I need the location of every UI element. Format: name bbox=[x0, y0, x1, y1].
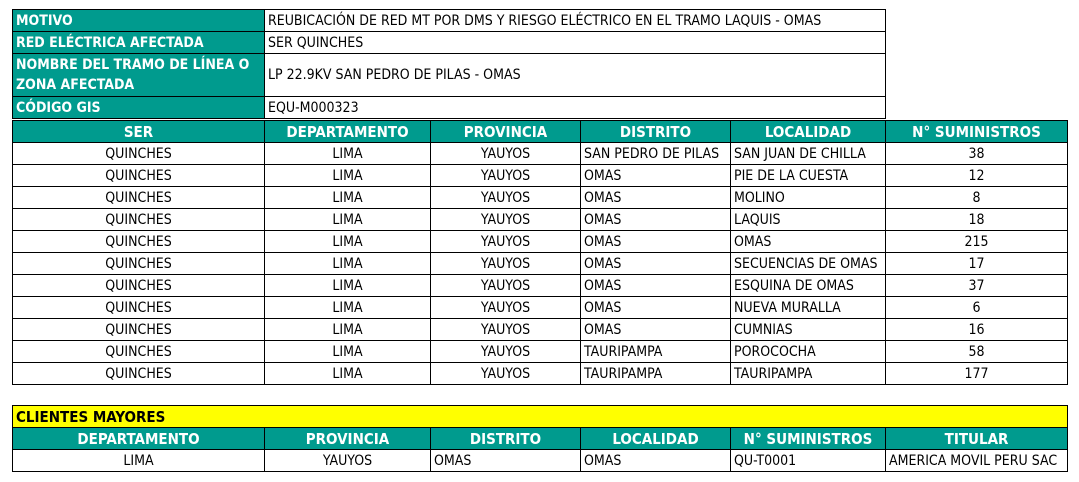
table-row bbox=[13, 319, 1068, 341]
clients-header-distrito: DISTRITO bbox=[431, 428, 581, 450]
cell-departamento: LIMA bbox=[265, 231, 431, 253]
header-departamento: DEPARTAMENTO bbox=[265, 121, 431, 143]
cell-departamento: LIMA bbox=[265, 187, 431, 209]
cell-localidad: POROCOCHA bbox=[731, 341, 886, 363]
cell-departamento: LIMA bbox=[265, 165, 431, 187]
cell-distrito: OMAS bbox=[581, 275, 731, 297]
cell-ser: QUINCHES bbox=[13, 275, 265, 297]
cell-suministros: 6 bbox=[886, 297, 1068, 319]
cell-localidad: CUMNIAS bbox=[731, 319, 886, 341]
clients-header-provincia: PROVINCIA bbox=[265, 428, 431, 450]
cell-distrito: OMAS bbox=[581, 165, 731, 187]
cell-distrito: OMAS bbox=[581, 209, 731, 231]
cell-provincia: YAUYOS bbox=[431, 143, 581, 165]
supply-table bbox=[12, 120, 1068, 385]
client-row bbox=[13, 450, 1068, 472]
cell-distrito: OMAS bbox=[581, 231, 731, 253]
cell-ser: QUINCHES bbox=[13, 341, 265, 363]
table-row bbox=[13, 209, 1068, 231]
cell-distrito: OMAS bbox=[581, 187, 731, 209]
table-row bbox=[13, 363, 1068, 385]
cell-suministros: 18 bbox=[886, 209, 1068, 231]
tramo-value: LP 22.9KV SAN PEDRO DE PILAS - OMAS bbox=[265, 54, 886, 97]
table-row bbox=[13, 187, 1068, 209]
cell-departamento: LIMA bbox=[13, 450, 265, 472]
cell-departamento: LIMA bbox=[265, 209, 431, 231]
cell-provincia: YAUYOS bbox=[431, 187, 581, 209]
cell-suministros: 8 bbox=[886, 187, 1068, 209]
clients-header-departamento: DEPARTAMENTO bbox=[13, 428, 265, 450]
cell-provincia: YAUYOS bbox=[431, 319, 581, 341]
cell-suministros: 215 bbox=[886, 231, 1068, 253]
cell-suministros: 12 bbox=[886, 165, 1068, 187]
cell-provincia: YAUYOS bbox=[431, 209, 581, 231]
table-row bbox=[13, 231, 1068, 253]
cell-provincia: YAUYOS bbox=[265, 450, 431, 472]
motivo-row bbox=[13, 10, 886, 32]
tramo-row bbox=[13, 54, 886, 97]
cell-localidad: SAN JUAN DE CHILLA bbox=[731, 143, 886, 165]
clients-header-titular: TITULAR bbox=[886, 428, 1068, 450]
cell-suministros: 58 bbox=[886, 341, 1068, 363]
cell-distrito: SAN PEDRO DE PILAS bbox=[581, 143, 731, 165]
cell-departamento: LIMA bbox=[265, 363, 431, 385]
red-value: SER QUINCHES bbox=[265, 32, 886, 54]
cell-ser: QUINCHES bbox=[13, 363, 265, 385]
cell-provincia: YAUYOS bbox=[431, 275, 581, 297]
table-row bbox=[13, 297, 1068, 319]
cell-suministros: 38 bbox=[886, 143, 1068, 165]
cell-ser: QUINCHES bbox=[13, 231, 265, 253]
cell-departamento: LIMA bbox=[265, 297, 431, 319]
cell-distrito: TAURIPAMPA bbox=[581, 363, 731, 385]
tramo-label: NOMBRE DEL TRAMO DE LÍNEA O ZONA AFECTADA bbox=[13, 54, 265, 97]
cell-localidad: TAURIPAMPA bbox=[731, 363, 886, 385]
header-distrito: DISTRITO bbox=[581, 121, 731, 143]
table-row bbox=[13, 165, 1068, 187]
gis-value: EQU-M000323 bbox=[265, 97, 886, 119]
cell-distrito: OMAS bbox=[581, 253, 731, 275]
cell-suministros: 177 bbox=[886, 363, 1068, 385]
cell-localidad: OMAS bbox=[581, 450, 731, 472]
cell-suministros: 16 bbox=[886, 319, 1068, 341]
cell-localidad: NUEVA MURALLA bbox=[731, 297, 886, 319]
cell-ser: QUINCHES bbox=[13, 187, 265, 209]
cell-localidad: LAQUIS bbox=[731, 209, 886, 231]
cell-localidad: OMAS bbox=[731, 231, 886, 253]
cell-ser: QUINCHES bbox=[13, 165, 265, 187]
motivo-label: MOTIVO bbox=[13, 10, 265, 32]
cell-ser: QUINCHES bbox=[13, 319, 265, 341]
cell-ser: QUINCHES bbox=[13, 297, 265, 319]
cell-provincia: YAUYOS bbox=[431, 165, 581, 187]
cell-provincia: YAUYOS bbox=[431, 297, 581, 319]
cell-departamento: LIMA bbox=[265, 275, 431, 297]
supply-table-header bbox=[13, 121, 1068, 143]
gis-label: CÓDIGO GIS bbox=[13, 97, 265, 119]
cell-localidad: ESQUINA DE OMAS bbox=[731, 275, 886, 297]
cell-distrito: OMAS bbox=[431, 450, 581, 472]
cell-provincia: YAUYOS bbox=[431, 231, 581, 253]
cell-localidad: PIE DE LA CUESTA bbox=[731, 165, 886, 187]
cell-provincia: YAUYOS bbox=[431, 363, 581, 385]
header-suministros: N° SUMINISTROS bbox=[886, 121, 1068, 143]
header-localidad: LOCALIDAD bbox=[731, 121, 886, 143]
info-table bbox=[12, 9, 886, 119]
cell-titular: AMERICA MOVIL PERU SAC bbox=[886, 450, 1068, 472]
cell-suministros: 37 bbox=[886, 275, 1068, 297]
clients-table bbox=[12, 405, 1068, 472]
cell-provincia: YAUYOS bbox=[431, 341, 581, 363]
clients-header-suministros: N° SUMINISTROS bbox=[731, 428, 886, 450]
cell-localidad: SECUENCIAS DE OMAS bbox=[731, 253, 886, 275]
motivo-value: REUBICACIÓN DE RED MT POR DMS Y RIESGO ELÉCTRICO EN EL TRAMO LAQUIS - OMAS bbox=[265, 10, 886, 32]
cell-provincia: YAUYOS bbox=[431, 253, 581, 275]
clients-header-localidad: LOCALIDAD bbox=[581, 428, 731, 450]
cell-ser: QUINCHES bbox=[13, 209, 265, 231]
cell-departamento: LIMA bbox=[265, 253, 431, 275]
clients-table-header bbox=[13, 428, 1068, 450]
clients-title: CLIENTES MAYORES bbox=[13, 406, 1068, 428]
header-provincia: PROVINCIA bbox=[431, 121, 581, 143]
table-row bbox=[13, 275, 1068, 297]
cell-distrito: TAURIPAMPA bbox=[581, 341, 731, 363]
cell-distrito: OMAS bbox=[581, 297, 731, 319]
header-ser: SER bbox=[13, 121, 265, 143]
cell-suministros: QU-T0001 bbox=[731, 450, 886, 472]
cell-departamento: LIMA bbox=[265, 143, 431, 165]
cell-localidad: MOLINO bbox=[731, 187, 886, 209]
table-row bbox=[13, 341, 1068, 363]
gis-row bbox=[13, 97, 886, 119]
clients-title-row bbox=[13, 406, 1068, 428]
cell-suministros: 17 bbox=[886, 253, 1068, 275]
cell-ser: QUINCHES bbox=[13, 253, 265, 275]
cell-distrito: OMAS bbox=[581, 319, 731, 341]
cell-ser: QUINCHES bbox=[13, 143, 265, 165]
red-label: RED ELÉCTRICA AFECTADA bbox=[13, 32, 265, 54]
table-row bbox=[13, 253, 1068, 275]
cell-departamento: LIMA bbox=[265, 341, 431, 363]
cell-departamento: LIMA bbox=[265, 319, 431, 341]
red-row bbox=[13, 32, 886, 54]
table-row bbox=[13, 143, 1068, 165]
